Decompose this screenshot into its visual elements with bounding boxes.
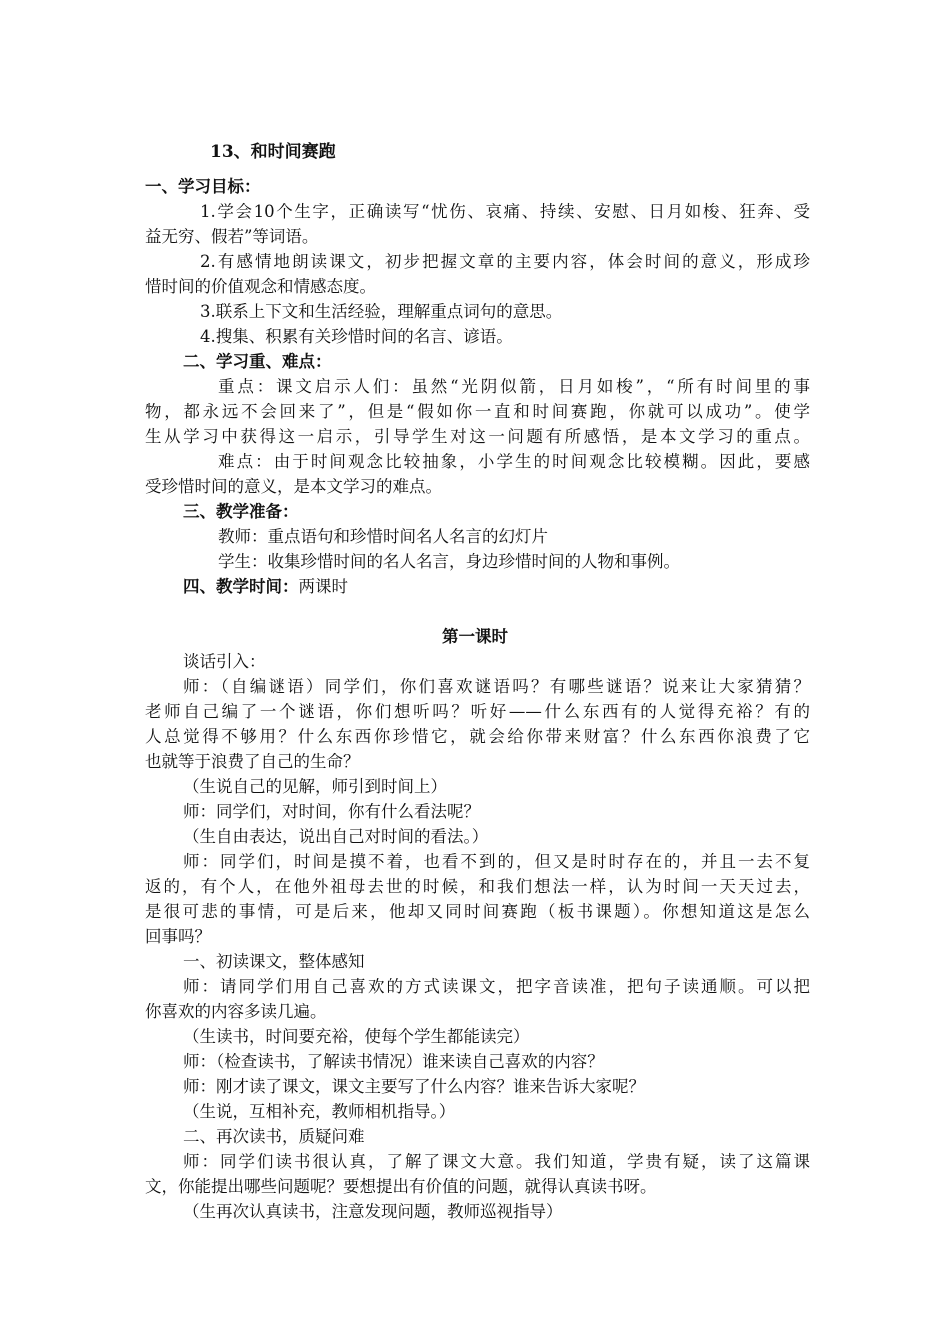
paragraph-line: 回事吗？ (145, 927, 211, 946)
section-heading-key-points: 二、学习重、难点： (183, 352, 332, 371)
paragraph-line: 师：（自编谜语）同学们，你们喜欢谜语吗？有哪些谜语？说来让大家猜猜？ (183, 677, 810, 696)
paragraph-line: 二、再次读书，质疑问难 (183, 1127, 365, 1146)
paragraph-line: 1.学会10个生字，正确读写“忧伤、哀痛、持续、安慰、日月如梭、狂奔、受 (200, 202, 810, 221)
paragraph-line: 重点：课文启示人们：虽然“光阴似箭，日月如梭”，“所有时间里的事 (218, 377, 810, 396)
section-heading-time-label: 四、教学时间： (183, 577, 299, 596)
paragraph-line: 教师：重点语句和珍惜时间名人名言的幻灯片 (218, 527, 548, 546)
paragraph-line: 师：同学们，时间是摸不着，也看不到的，但又是时时存在的，并且一去不复 (183, 852, 810, 871)
paragraph-line: （生自由表达，说出自己对时间的看法。） (183, 827, 489, 846)
paragraph-line: 师：请同学们用自己喜欢的方式读课文，把字音读准，把句子读通顺。可以把 (183, 977, 810, 996)
section-heading-time-value: 两课时 (298, 577, 348, 596)
paragraph-line: 谈话引入： (183, 652, 266, 671)
paragraph-line: 也就等于浪费了自己的生命？ (145, 752, 360, 771)
paragraph-line: 是很可悲的事情，可是后来，他却又同时间赛跑（板书课题）。你想知道这是怎么 (145, 902, 810, 921)
paragraph-line: 师：同学们，对时间，你有什么看法呢？ (183, 802, 480, 821)
paragraph-line: 益无穷、假若”等词语。 (145, 227, 319, 246)
paragraph-line: 返的，有个人，在他外祖母去世的时候，和我们想法一样，认为时间一天天过去， (145, 877, 810, 896)
paragraph-line: （生再次认真读书，注意发现问题，教师巡视指导） (183, 1202, 563, 1221)
paragraph-line: 物，都永远不会回来了”，但是“假如你一直和时间赛跑，你就可以成功”。使学 (145, 402, 810, 421)
paragraph-line: 你喜欢的内容多读几遍。 (145, 1002, 327, 1021)
paragraph-line: 老师自己编了一个谜语，你们想听吗？听好——什么东西有的人觉得充裕？有的 (145, 702, 810, 721)
paragraph-line: 生从学习中获得这一启示，引导学生对这一问题有所感悟，是本文学习的重点。 (145, 427, 810, 446)
paragraph-line: 学生：收集珍惜时间的名人名言，身边珍惜时间的人物和事例。 (218, 552, 680, 571)
paragraph-line: 文，你能提出哪些问题呢？要想提出有价值的问题，就得认真读书呀。 (145, 1177, 657, 1196)
paragraph-line: 3.联系上下文和生活经验，理解重点词句的意思。 (200, 302, 563, 321)
lesson-session-heading: 第一课时 (442, 627, 508, 646)
lesson-title: 13、和时间赛跑 (210, 142, 336, 162)
paragraph-line: 师：（检查读书，了解读书情况）谁来读自己喜欢的内容？ (183, 1052, 604, 1071)
paragraph-line: 师：同学们读书很认真，了解了课文大意。我们知道，学贵有疑，读了这篇课 (183, 1152, 810, 1171)
paragraph-line: 受珍惜时间的意义，是本文学习的难点。 (145, 477, 442, 496)
section-heading-objectives: 一、学习目标： (145, 177, 261, 196)
paragraph-line: 师：刚才读了课文，课文主要写了什么内容？谁来告诉大家呢？ (183, 1077, 645, 1096)
paragraph-line: 惜时间的价值观念和情感态度。 (145, 277, 376, 296)
paragraph-line: （生说，互相补充，教师相机指导。） (183, 1102, 456, 1121)
paragraph-line: 一、初读课文，整体感知 (183, 952, 365, 971)
section-heading-preparation: 三、教学准备： (183, 502, 299, 521)
paragraph-line: 4.搜集、积累有关珍惜时间的名言、谚语。 (200, 327, 513, 346)
paragraph-line: 2.有感情地朗读课文，初步把握文章的主要内容，体会时间的意义，形成珍 (200, 252, 810, 271)
paragraph-line: 难点：由于时间观念比较抽象，小学生的时间观念比较模糊。因此，要感 (218, 452, 810, 471)
paragraph-line: 人总觉得不够用？什么东西你珍惜它，就会给你带来财富？什么东西你浪费了它 (145, 727, 810, 746)
paragraph-line: （生读书，时间要充裕，使每个学生都能读完） (183, 1027, 530, 1046)
section-heading-time (183, 575, 848, 599)
paragraph-line: （生说自己的见解，师引到时间上） (183, 777, 447, 796)
